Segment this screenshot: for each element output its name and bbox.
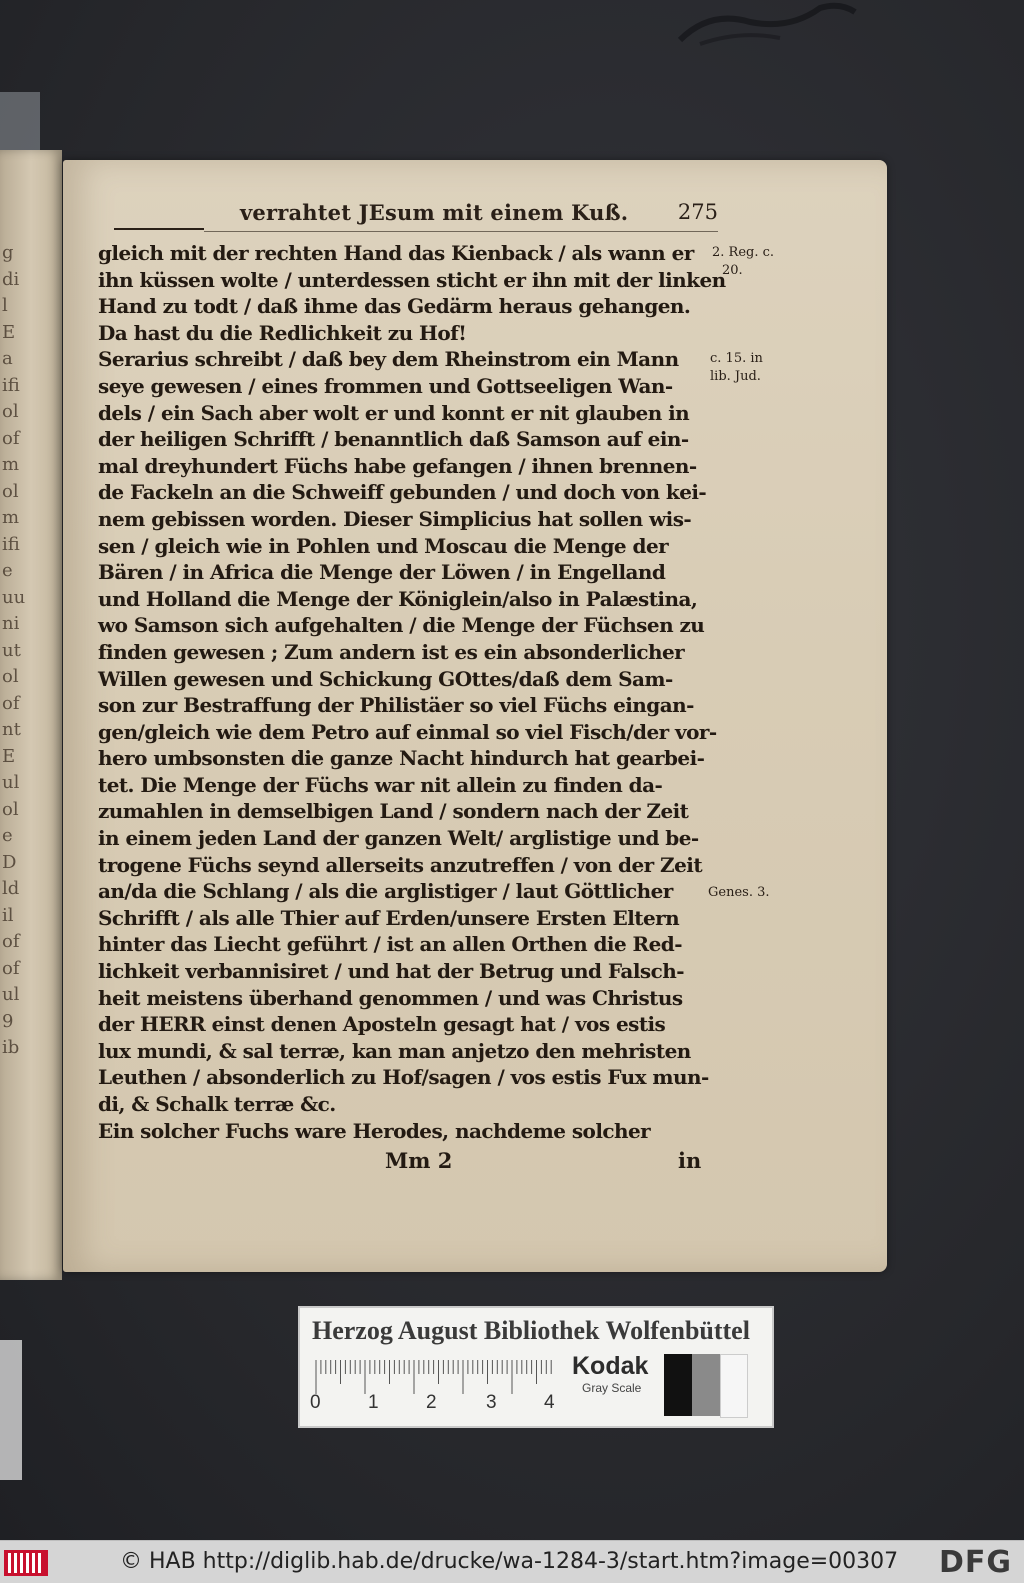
footer-copyright: © HAB http://diglib.hab.de/drucke/wa-1284-3/start.htm?image=00307 <box>120 1549 899 1574</box>
left-page-fragment: m <box>2 507 20 528</box>
text-line: Serarius schreibt / daß bey dem Rheinstrom ein Mann <box>98 347 679 372</box>
left-page-fragments <box>2 240 28 1062</box>
header-rule-right <box>204 231 718 232</box>
text-line: hinter das Liecht geführt / ist an allen Orthen die Red- <box>98 932 682 957</box>
text-line: Willen gewesen und Schickung GOttes/daß dem Sam- <box>98 666 673 691</box>
kodak-subtitle: Gray Scale <box>582 1381 642 1395</box>
running-head: verrahtet JEsum mit einem Kuß. <box>240 200 629 225</box>
card-title: Herzog August Bibliothek Wolfenbüttel <box>312 1316 750 1345</box>
margin-note-1-line1: 2. Reg. c. <box>712 245 775 260</box>
text-line: de Fackeln an die Schweiff gebunden / und doch von kei- <box>98 480 707 505</box>
left-page-fragment: m <box>2 454 20 475</box>
swatch-black <box>664 1354 692 1416</box>
text-line: finden gewesen ; Zum andern ist es ein absonderlicher <box>98 639 685 664</box>
text-line: trogene Füchs seynd allerseits anzutreffen / von der Zeit <box>98 852 703 877</box>
left-page-fragment: E <box>2 321 16 343</box>
left-page-fragment: of <box>2 957 20 979</box>
left-page-fragment: ol <box>2 480 19 502</box>
left-page-fragment: l <box>2 295 8 316</box>
text-line: gleich mit der rechten Hand das Kienback / als wann er <box>98 241 694 265</box>
text-line: Schrifft / als alle Thier auf Erden/unsere Ersten Eltern <box>98 905 680 930</box>
margin-note-3-line1: Genes. 3. <box>708 885 770 900</box>
text-line: zumahlen in demselbigen Land / sondern nach der Zeit <box>98 799 689 824</box>
dfg-logo: DFG <box>938 1545 1012 1580</box>
left-page-fragment: ut <box>2 639 21 661</box>
text-line: Leuthen / absonderlich zu Hof/sagen / vos estis Fux mun- <box>98 1065 709 1090</box>
left-page-fragment: nt <box>2 719 21 740</box>
text-line: Bären / in Africa die Menge der Löwen / in Engelland <box>98 560 666 585</box>
text-line: wo Samson sich aufgehalten / die Menge der Füchsen zu <box>98 613 705 638</box>
hab-logo-icon <box>4 1550 48 1576</box>
text-line: tet. Die Menge der Füchs war nit allein zu finden da- <box>98 772 663 797</box>
left-page-fragment: uu <box>2 586 26 608</box>
left-page-fragment: il <box>2 904 14 926</box>
left-page-fragment: ul <box>2 772 20 793</box>
catchword: in <box>678 1148 702 1173</box>
text-line: Ein solcher Fuchs ware Herodes, nachdeme solcher <box>98 1118 651 1143</box>
text-line: in einem jeden Land der ganzen Welt/ arglistige und be- <box>98 826 699 851</box>
left-page-fragment: di <box>2 268 20 290</box>
left-page-fragment: ld <box>2 878 20 899</box>
margin-note-3 <box>708 884 769 902</box>
text-line: ihn küssen wolte / unterdessen sticht er ihn mit der linken <box>98 267 726 292</box>
left-page-fragment: 9 <box>2 1010 14 1032</box>
text-line: nem gebissen worden. Dieser Simplicius hat sollen wis- <box>98 506 692 531</box>
left-page-fragment: ib <box>2 1037 20 1058</box>
swatch-gray <box>692 1354 720 1416</box>
margin-note-1-line2: 20. <box>722 263 743 278</box>
ruler-label-1: 1 <box>368 1392 379 1413</box>
left-page-fragment: a <box>2 348 13 369</box>
left-page-fragment: ol <box>2 666 19 687</box>
text-line: di, & Schalk terræ &c. <box>98 1092 336 1116</box>
left-page-fragment: D <box>2 851 17 873</box>
margin-note-2 <box>710 350 763 386</box>
left-page-fragment: of <box>2 692 20 714</box>
text-line: und Holland die Menge der Königlein/also in Palæstina, <box>98 586 698 611</box>
signature-mark: Mm 2 <box>385 1148 453 1173</box>
text-line: dels / ein Sach aber wolt er und konnt er nit glauben in <box>98 400 690 425</box>
body-text <box>98 240 726 1144</box>
left-page-fragment: g <box>2 242 14 263</box>
left-page-fragment: ol <box>2 798 19 820</box>
ruler-label-2: 2 <box>426 1392 437 1413</box>
text-line: gen/gleich wie dem Petro auf einmal so viel Fisch/der vor- <box>98 719 717 744</box>
left-page-fragment: ifi <box>2 374 20 396</box>
left-page-fragment: e <box>2 825 13 846</box>
left-page-fragment: e <box>2 560 13 581</box>
text-line: seye gewesen / eines frommen und Gottseeligen Wan- <box>98 373 673 398</box>
left-page-fragment: ni <box>2 613 20 634</box>
text-line: der heiligen Schrifft / benanntlich daß Samson auf ein- <box>98 427 689 452</box>
left-page-fragment: E <box>2 745 16 767</box>
text-line: son zur Bestraffung der Philistäer so viel Füchs eingan- <box>98 693 694 718</box>
text-line: hero umbsonsten die ganze Nacht hindurch hat gearbei- <box>98 746 705 771</box>
text-line: heit meistens überhand genommen / und was Christus <box>98 985 683 1010</box>
left-page-fragment: ul <box>2 984 20 1005</box>
page-header <box>178 198 718 234</box>
left-page-fragment: ol <box>2 401 19 422</box>
margin-note-2-line1: c. 15. in <box>710 351 763 366</box>
margin-note-2-line2: lib. Jud. <box>710 369 761 384</box>
text-line: lux mundi, & sal terræ, kan man anjetzo den mehristen <box>98 1038 691 1063</box>
kodak-logo: Kodak <box>572 1352 649 1380</box>
margin-note-1 <box>712 244 774 280</box>
text-line: Hand zu todt / daß ihme das Gedärm heraus gehangen. <box>98 294 691 319</box>
stamp-mark <box>670 0 860 50</box>
ruler-label-4: 4 <box>544 1392 555 1413</box>
text-line: lichkeit verbannisiret / und hat der Betrug und Falsch- <box>98 959 684 984</box>
left-page-fragment: ifi <box>2 533 20 555</box>
page-number: 275 <box>677 200 718 224</box>
text-line: Da hast du die Redlichkeit zu Hof! <box>98 320 467 345</box>
left-page-fragment: of <box>2 427 20 449</box>
left-ribbon <box>0 1340 22 1480</box>
text-line: der HERR einst denen Aposteln gesagt hat / vos estis <box>98 1012 666 1037</box>
ruler-label-0: 0 <box>310 1392 321 1413</box>
text-line: mal dreyhundert Füchs habe gefangen / ihnen brennen- <box>98 453 697 478</box>
header-rule-left <box>114 228 204 230</box>
text-line: an/da die Schlang / als die arglistiger / laut Göttlicher <box>98 879 673 904</box>
left-page-fragment: of <box>2 931 20 952</box>
ruler-label-3: 3 <box>486 1392 497 1413</box>
text-line: sen / gleich wie in Pohlen und Moscau die Menge der <box>98 533 669 558</box>
swatch-white <box>720 1354 748 1418</box>
color-card <box>298 1306 774 1428</box>
footer-bar <box>0 1540 1024 1583</box>
